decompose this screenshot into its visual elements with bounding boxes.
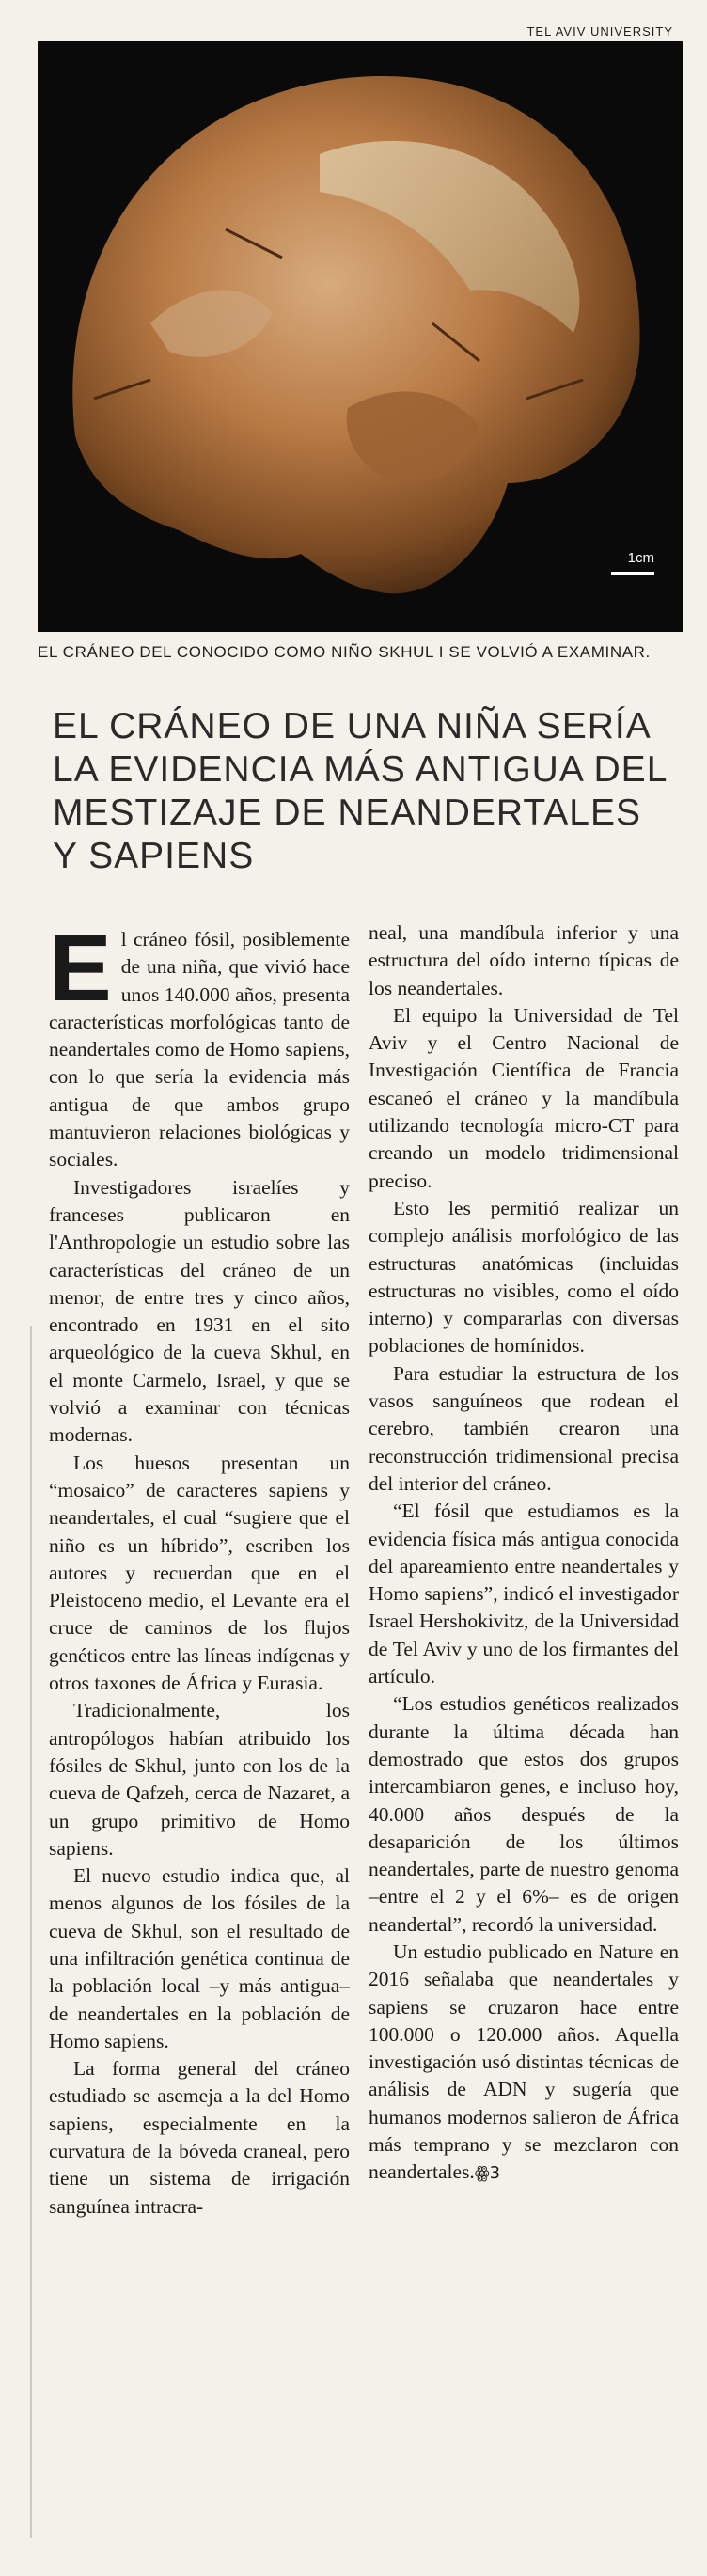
final-text: Un estudio publicado en Nature en 2016 señalaba que neandertales y sapiens se cruzaron hace entre 100.000 o 120.000 años. Aquella investigación usó distintas técnicas de análisis de ADN y sugería que humanos modernos salieron de África más temprano y se mezclaron con neandertales.: [369, 1940, 679, 2184]
paragraph: “El fósil que estudiamos es la evidencia física más antigua conocida del apareamiento entre neandertales y Homo sapiens”, indicó el investigador Israel Hershokivitz, de la Universidad de Tel Aviv y uno de los firmantes del artículo.: [369, 1500, 679, 1689]
end-mark: ꙮ3: [474, 2163, 501, 2184]
paragraph-final: [369, 1939, 679, 2188]
paragraph: Para estudiar la estructura de los vasos sanguíneos que rodean el cerebro, también crearon una reconstrucción tridimensional precisa del interior del cráneo.: [369, 1361, 679, 1495]
photo-credit: TEL AVIV UNIVERSITY: [526, 24, 673, 39]
drop-cap: E: [49, 916, 112, 1021]
article-column-1: [49, 916, 350, 2221]
headline: EL CRÁNEO DE UNA NIÑA SERÍA LA EVIDENCIA MÁS ANTIGUA DEL MESTIZAJE DE NEANDERTALES Y SAPIENS: [53, 706, 667, 876]
skull-image: [38, 41, 683, 632]
photo-caption: EL CRÁNEO DEL CONOCIDO COMO NIÑO SKHUL I SE VOLVIÓ A EXAMINAR.: [38, 643, 651, 661]
paragraph: Investigadores israelíes y franceses publicaron en l'Anthropologie un estudio sobre las características del cráneo de un menor, de entre tres y cinco años, encontrado en 1931 en el sito arqueológico de la cueva Skhul, en el monte Carmelo, Israel, y que se volvió a examinar con técnicas modernas.: [49, 1175, 350, 1447]
paragraph: Esto les permitió realizar un complejo análisis morfológico de las estructuras anatómicas (incluidas estructuras no visibles, como el oído interno) y compararlas con diversas poblaciones de homínidos.: [369, 1196, 679, 1358]
skull-photo: [38, 41, 683, 632]
paragraph: Los huesos presentan un “mosaico” de caracteres sapiens y neandertales, el cual “sugiere que el niño es un híbrido”, escriben los autores y recuerdan que en el Pleistoceno medio, el Levante era el cruce de caminos de los flujos genéticos entre las líneas indígenas y otros taxones de África y Eurasia.: [49, 1451, 350, 1695]
paragraph: El equipo la Universidad de Tel Aviv y el Centro Nacional de Investigación Científica de Francia escaneó el cráneo y la mandíbula utilizando tecnología micro-CT para creando un modelo tridimensional preciso.: [369, 1003, 679, 1192]
paragraph-lead: [49, 916, 350, 1174]
paragraph: Tradicionalmente, los antropólogos habían atribuido los fósiles de Skhul, junto con los de la cueva de Qafzeh, cerca de Nazaret, a un grupo primitivo de Homo sapiens.: [49, 1699, 350, 1860]
margin-rule: [30, 1326, 32, 2538]
scale-bar: [611, 572, 654, 575]
article-column-2: [369, 919, 679, 2188]
paragraph-continuation: neal, una mandíbula inferior y una estructura del oído interno típicas de los neandertales.: [369, 921, 679, 999]
scale-label: 1cm: [627, 550, 654, 566]
paragraph: La forma general del cráneo estudiado se asemeja a la del Homo sapiens, especialmente en la curvatura de la bóveda craneal, pero tiene un sistema de irrigación sanguínea intracra-: [49, 2057, 350, 2218]
lead-text: l cráneo fósil, posiblemente de una niña, que vivió hace unos 140.000 años, presenta características morfológicas tanto de neandertales como de Homo sapiens, con lo que sería la evidencia más antigua de que ambos grupo mantuvieron relaciones biológicas y sociales.: [49, 928, 350, 1171]
paragraph: “Los estudios genéticos realizados durante la última década han demostrado que estos dos grupos intercambiaron genes, e incluso hoy, 40.000 años después de la desaparición de los últimos neandertales, parte de nuestro genoma –entre el 2 y el 6%– es de origen neandertal”, recordó la universidad.: [369, 1692, 679, 1936]
paragraph: El nuevo estudio indica que, al menos algunos de los fósiles de la cueva de Skhul, son el resultado de una infiltración genética continua de la población local –y más antigua– de neandertales en la población de Homo sapiens.: [49, 1864, 350, 2052]
